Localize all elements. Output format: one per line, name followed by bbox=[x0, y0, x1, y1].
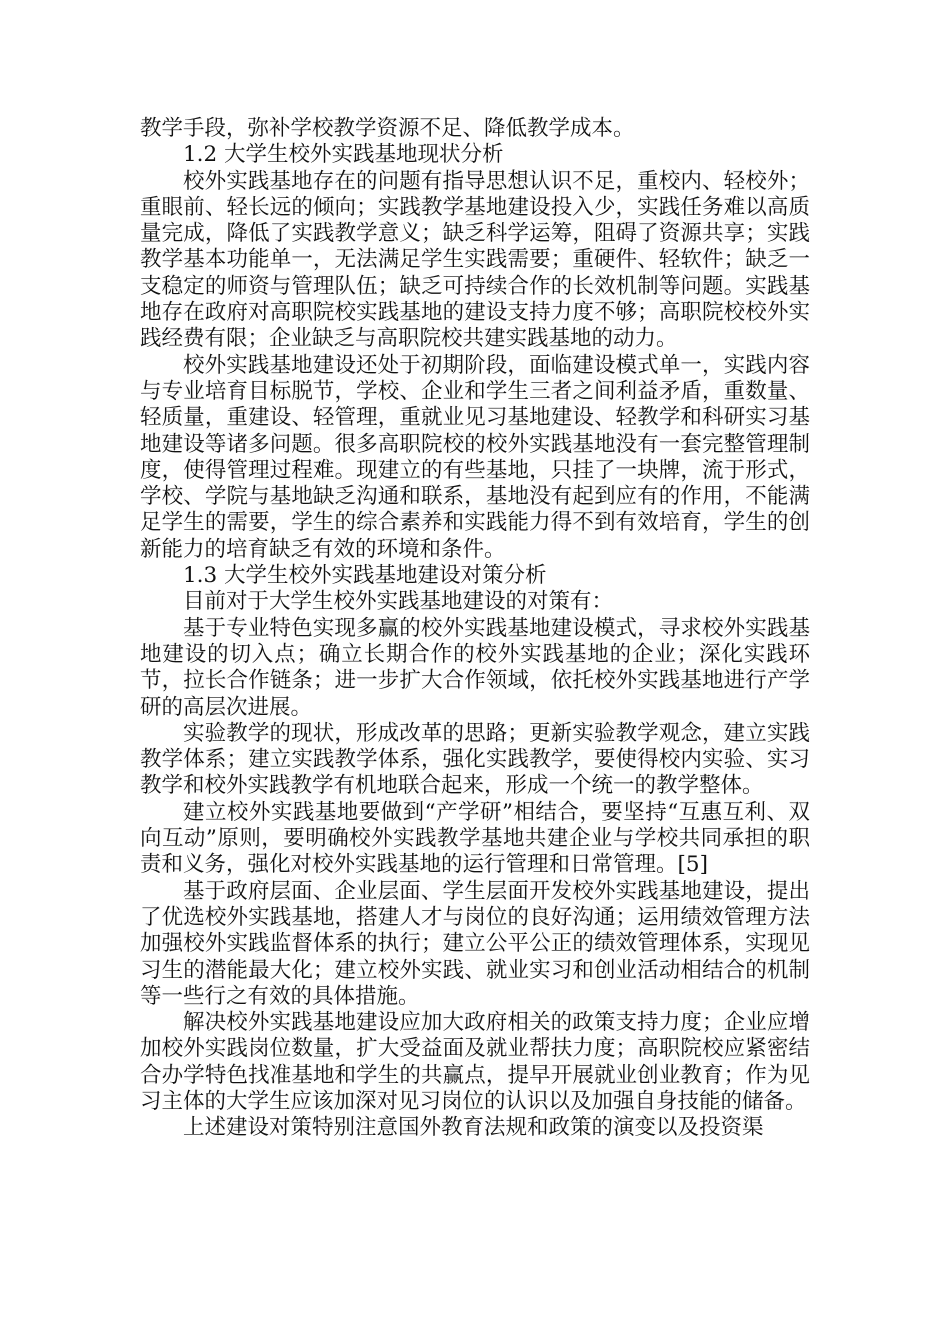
document-body bbox=[140, 116, 810, 1142]
paragraph-multi-win-model: 基于专业特色实现多赢的校外实践基地建设模式，寻求校外实践基地建设的切入点；确立长期合作的校外实践基地的企业；深化实践环节，拉长合作链条；进一步扩大合作领域，依托校外实践基地进行产学研的高层次进展。 bbox=[140, 615, 810, 720]
paragraph-countermeasures-intro: 目前对于大学生校外实践基地建设的对策有： bbox=[183, 589, 614, 615]
paragraph-continuation: 教学手段，弥补学校教学资源不足、降低教学成本。 bbox=[140, 116, 635, 141]
paragraph-policy-support: 解决校外实践基地建设应加大政府相关的政策支持力度；企业应增加校外实践岗位数量，扩大受益面及就业帮扶力度；高职院校应紧密结合办学特色找准基地和学生的共赢点，提早开展就业创业教育；作为见习主体的大学生应该加深对见习岗位的认识以及加强自身技能的储备。 bbox=[140, 1010, 810, 1114]
paragraph-government-enterprise: 基于政府层面、企业层面、学生层面开发校外实践基地建设，提出了优选校外实践基地，搭建人才与岗位的良好沟通；运用绩效管理方法加强校外实践监督体系的执行；建立公平公正的绩效管理体系，实现见习生的潜能最大化；建立校外实践、就业实习和创业活动相结合的机制等一些行之有效的具体措施。 bbox=[140, 878, 810, 1009]
section-heading-1-2: 1.2 大学生校外实践基地现状分析 bbox=[183, 142, 504, 168]
paragraph-industry-research: 建立校外实践基地要做到“产学研”相结合，要坚持“互惠互利、双向互动”原则，要明确校外实践教学基地共建企业与学校共同承担的职责和义务，强化对校外实践基地的运行管理和日常管理。[5] bbox=[140, 799, 810, 878]
paragraph-experiment-teaching: 实验教学的现状，形成改革的思路；更新实验教学观念，建立实践教学体系；建立实践教学体系，强化实践教学，要使得校内实验、实习教学和校外实践教学有机地联合起来，形成一个统一的教学整体。 bbox=[140, 720, 810, 799]
paragraph-problems: 校外实践基地存在的问题有指导思想认识不足，重校内、轻校外；重眼前、轻长远的倾向；实践教学基地建设投入少，实践任务难以高质量完成，降低了实践教学意义；缺乏科学运筹，阻碍了资源共享；实践教学基本功能单一，无法满足学生实践需要；重硬件、轻软件；缺乏一支稳定的师资与管理队伍；缺乏可持续合作的长效机制等问题。实践基地存在政府对高职院校实践基地的建设支持力度不够；高职院校校外实践经费有限；企业缺乏与高职院校共建实践基地的动力。 bbox=[140, 168, 810, 352]
section-heading-1-3: 1.3 大学生校外实践基地建设对策分析 bbox=[183, 563, 547, 589]
paragraph-foreign-regulations: 上述建设对策特别注意国外教育法规和政策的演变以及投资渠 bbox=[183, 1115, 764, 1141]
paragraph-initial-stage: 校外实践基地建设还处于初期阶段，面临建设模式单一，实践内容与专业培育目标脱节，学校、企业和学生三者之间利益矛盾，重数量、轻质量，重建设、轻管理，重就业见习基地建设、轻教学和科研实习基地建设等诸多问题。很多高职院校的校外实践基地没有一套完整管理制度，使得管理过程难。现建立的有些基地，只挂了一块牌，流于形式，学校、学院与基地缺乏沟通和联系，基地没有起到应有的作用，不能满足学生的需要，学生的综合素养和实践能力得不到有效培育，学生的创新能力的培育缺乏有效的环境和条件。 bbox=[140, 352, 810, 562]
